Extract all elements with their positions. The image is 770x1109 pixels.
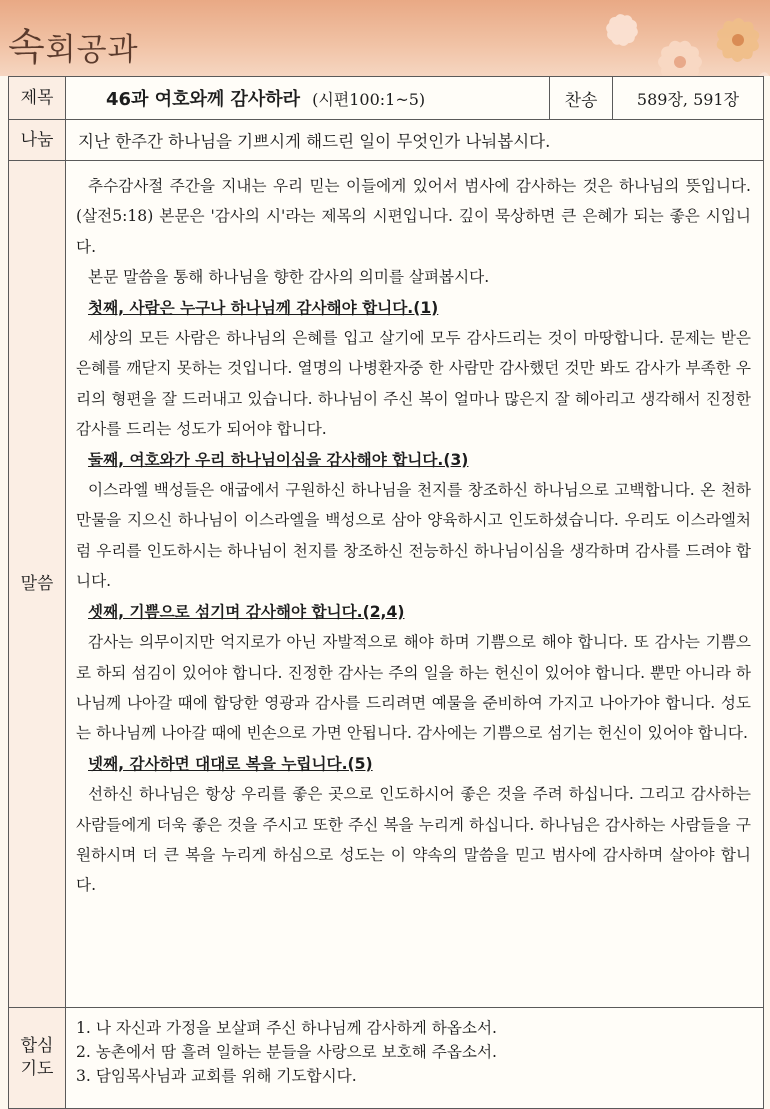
page-header — [0, 0, 770, 76]
section-paragraph: 이스라엘 백성들은 애굽에서 구원하신 하나님을 천지를 창조하신 하나님으로 고백합니다. 온 천하만물을 지으신 하나님이 이스라엘을 백성으로 삼아 양육하시고 인도하셨습니다. 우리도 이스라엘처럼 우리를 인도하시는 하나님이 천지를 창조하신 전능하신 하나님이심을 생각하며 감사를 드려야 합니다. — [76, 481, 751, 591]
section-heading: 넷째, 감사하면 대대로 복을 누립니다.(5) — [88, 754, 373, 773]
header-title — [8, 16, 139, 71]
header-title-rest: 회공과 — [45, 32, 139, 68]
lesson-title: 46과 여호와께 감사하라 — [106, 89, 301, 110]
intro-paragraph: 추수감사절 주간을 지내는 우리 믿는 이들에게 있어서 범사에 감사하는 것은 하나님의 뜻입니다.(살전5:18) 본문은 '감사의 시'라는 제목의 시편입니다. 깊이 묵상하면 큰 은혜가 되는 좋은 시입니다. — [76, 177, 751, 256]
lesson-title-cell — [66, 77, 549, 119]
prayer-label — [9, 1008, 66, 1108]
title-label: 제목 — [9, 77, 66, 119]
lesson-table — [8, 76, 764, 1109]
section-paragraph: 세상의 모든 사람은 하나님의 은혜를 입고 살기에 모두 감사드리는 것이 마땅합니다. 문제는 받은 은혜를 깨닫지 못하는 것입니다. 열명의 나병환자중 한 사람만 감사했던 것만 봐도 감사가 부족한 우리의 형편을 잘 드러내고 있습니다. 하나님이 주신 복이 얼마나 많은지 잘 헤아리고 생각해서 진정한 감사를 드리는 성도가 되어야 합니다. — [76, 329, 751, 439]
prayer-label-line1: 합심 — [20, 1036, 54, 1057]
prayer-list — [66, 1008, 763, 1108]
sermon-body — [66, 161, 763, 1007]
section-heading: 첫째, 사람은 누구나 하나님께 감사해야 합니다.(1) — [88, 298, 439, 317]
scripture-reference: (시편100:1~5) — [312, 89, 426, 109]
section-paragraph: 감사는 의무이지만 억지로가 아닌 자발적으로 해야 하며 기쁨으로 해야 합니다. 또 감사는 기쁨으로 하되 섬김이 있어야 합니다. 진정한 감사는 주의 일을 하는 헌신이 있어야 합니다. 뿐만 아니라 하나님께 나아갈 때에 합당한 영광과 감사를 드리려면 예물을 준비하여 가지고 나아가야 합니다. 성도는 하나님께 나아갈 때에 빈손으로 가면 안됩니다. 감사에는 기쁨으로 섬기는 헌신이 있어야 합니다. — [76, 633, 751, 743]
header-title-first: 속 — [8, 25, 46, 69]
title-row — [9, 77, 763, 120]
prayer-label-line2: 기도 — [20, 1059, 54, 1079]
prayer-row — [9, 1008, 763, 1108]
word-row — [9, 161, 763, 1008]
section-heading: 셋째, 기쁨으로 섬기며 감사해야 합니다.(2,4) — [88, 602, 405, 621]
intro-paragraph: 본문 말씀을 통해 하나님을 향한 감사의 의미를 살펴봅시다. — [88, 268, 490, 287]
hymn-numbers: 589장, 591장 — [636, 89, 740, 109]
sharing-row — [9, 120, 763, 161]
prayer-item: 1. 나 자신과 가정을 보살펴 주신 하나님께 감사하게 하옵소서. — [76, 1019, 498, 1037]
flower-decoration-icon — [530, 0, 770, 76]
section-heading: 둘째, 여호와가 우리 하나님이심을 감사해야 합니다.(3) — [88, 450, 469, 469]
hymn-label: 찬송 — [549, 77, 613, 119]
prayer-item: 2. 농촌에서 땀 흘려 일하는 분들을 사랑으로 보호해 주옵소서. — [76, 1043, 498, 1061]
sharing-label: 나눔 — [9, 120, 66, 160]
section-paragraph: 선하신 하나님은 항상 우리를 좋은 곳으로 인도하시어 좋은 것을 주려 하십니다. 그리고 감사하는 사람들에게 더욱 좋은 것을 주시고 또한 주신 복을 누리게 하십니다. 하나님은 감사하는 사람들을 구원하시며 더 큰 복을 누리게 하심으로 성도는 이 약속의 말씀을 믿고 범사에 감사하며 살아야 합니다. — [76, 785, 751, 895]
word-label: 말씀 — [9, 161, 66, 1007]
sharing-text: 지난 한주간 하나님을 기쁘시게 해드린 일이 무엇인가 나눠봅시다. — [78, 132, 551, 151]
prayer-item: 3. 담임목사님과 교회를 위해 기도합시다. — [76, 1067, 357, 1085]
